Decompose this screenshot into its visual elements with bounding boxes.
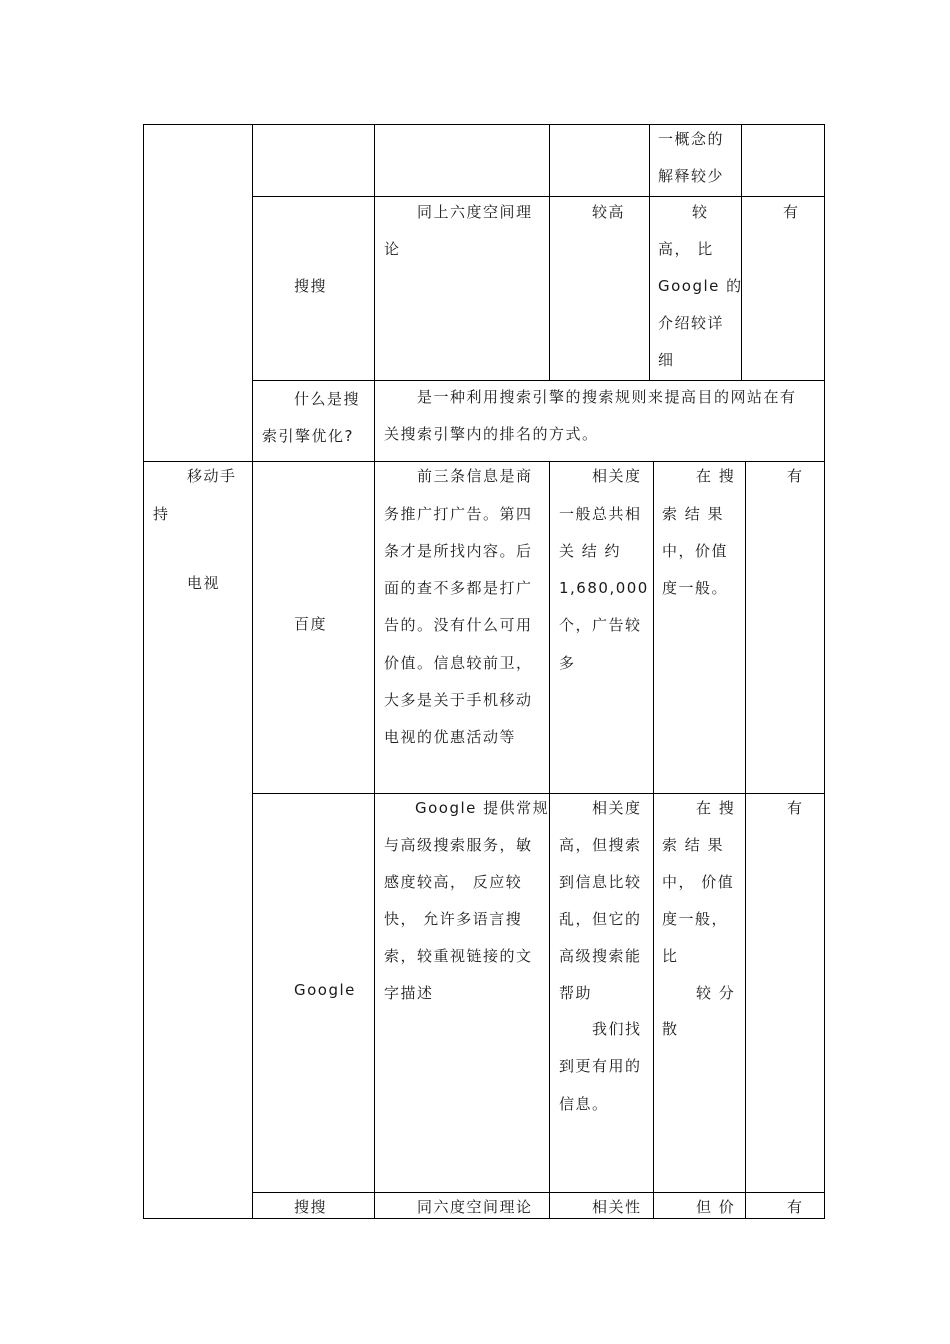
row-divider — [143, 461, 825, 462]
topic-label: 电视 — [187, 574, 221, 592]
engine-name: Google — [294, 981, 356, 999]
cell-text: 乱，但它的 — [559, 910, 642, 928]
cell-text: 高， 比 — [658, 240, 714, 258]
cell-text: 帮助 — [559, 984, 593, 1002]
col-divider — [549, 124, 550, 381]
cell-text: 高级搜索能 — [559, 947, 642, 965]
col-divider — [549, 461, 550, 1219]
col-divider — [741, 124, 742, 381]
cell-text: 告的。没有什么可用 — [384, 616, 533, 634]
cell-text: Google 的 — [658, 277, 743, 295]
cell-text: 介绍较详 — [658, 314, 725, 332]
cell-text: 相关性 — [592, 1198, 642, 1216]
table-right-border — [824, 124, 825, 1219]
col-divider — [745, 461, 746, 1219]
cell-text: 中， 价值 — [662, 873, 735, 891]
col-divider — [374, 380, 375, 462]
ads-flag: 有 — [787, 467, 804, 485]
cell-text: 高，但搜索 — [559, 836, 642, 854]
engine-name: 百度 — [294, 615, 328, 633]
cell-text: 到信息比较 — [559, 873, 642, 891]
cell-text: 感度较高， 反应较 — [384, 873, 523, 891]
cell-text: 1,680,000 — [559, 579, 649, 597]
table-bottom-border — [143, 1218, 825, 1219]
row-divider — [252, 793, 825, 794]
cell-text: 一般总共相 — [559, 505, 642, 523]
cell-text: 条才是所找内容。后 — [384, 542, 533, 560]
engine-name: 搜搜 — [294, 277, 328, 295]
cell-text: 相关度 — [592, 799, 642, 817]
cell-text: 到更有用的 — [559, 1057, 642, 1075]
cell-text: 字描述 — [384, 984, 434, 1002]
cell-text: 我们找 — [592, 1020, 642, 1038]
cell-text: 较高 — [592, 203, 626, 221]
row-divider — [252, 196, 825, 197]
cell-text: 度一般， — [662, 910, 729, 928]
col-divider — [374, 461, 375, 1219]
cell-text: 同上六度空间理 — [417, 203, 533, 221]
table-left-border — [143, 124, 144, 1219]
cell-text: 在 搜 — [696, 799, 736, 817]
cell-text: 多 — [559, 654, 576, 672]
seo-answer: 关搜索引擎内的排名的方式。 — [384, 425, 599, 443]
cell-text: 电视的优惠活动等 — [384, 728, 517, 746]
cell-text: 务推广打广告。第四 — [384, 505, 533, 523]
cell-text: 索 结 果 — [662, 836, 725, 854]
cell-text: 索 结 果 — [662, 505, 725, 523]
seo-answer: 是一种利用搜索引擎的搜索规则来提高目的网站在有 — [417, 388, 797, 406]
ads-flag: 有 — [787, 1198, 804, 1216]
col-divider — [649, 124, 650, 381]
cell-text: 大多是关于手机移动 — [384, 691, 533, 709]
cell-text: 中，价值 — [662, 542, 729, 560]
cell-text: Google 提供常规 — [415, 799, 550, 817]
ads-flag: 有 — [787, 799, 804, 817]
cell-text: 一概念的 — [658, 130, 725, 148]
cell-text: 度一般。 — [662, 579, 729, 597]
cell-text: 关 结 约 — [559, 542, 622, 560]
cell-text: 面的查不多都是打广 — [384, 579, 533, 597]
cell-text: 个，广告较 — [559, 616, 642, 634]
topic-label: 移动手 — [187, 467, 237, 485]
col-divider — [374, 124, 375, 381]
cell-text: 论 — [384, 240, 401, 258]
cell-text: 较 分 — [696, 984, 736, 1002]
cell-text: 在 搜 — [696, 467, 736, 485]
cell-text: 解释较少 — [658, 167, 725, 185]
cell-text: 价值。信息较前卫， — [384, 654, 533, 672]
ads-flag: 有 — [783, 203, 800, 221]
cell-text: 比 — [662, 947, 679, 965]
cell-text: 快， 允许多语言搜 — [384, 910, 523, 928]
seo-question: 索引擎优化? — [262, 427, 354, 445]
seo-question: 什么是搜 — [294, 390, 361, 408]
cell-text: 散 — [662, 1020, 679, 1038]
table-top-border — [143, 124, 825, 125]
cell-text: 较 — [692, 203, 709, 221]
cell-text: 信息。 — [559, 1095, 609, 1113]
cell-text: 但 价 — [696, 1198, 736, 1216]
cell-text: 与高级搜索服务，敏 — [384, 836, 533, 854]
row-divider — [252, 1192, 825, 1193]
cell-text: 同六度空间理论 — [417, 1198, 533, 1216]
cell-text: 相关度 — [592, 467, 642, 485]
cell-text: 细 — [658, 351, 675, 369]
engine-name: 搜搜 — [294, 1198, 328, 1216]
cell-text: 索，较重视链接的文 — [384, 947, 533, 965]
cell-text: 前三条信息是商 — [417, 467, 533, 485]
col-divider — [252, 124, 253, 1219]
col-divider — [653, 461, 654, 1219]
row-divider — [252, 380, 825, 381]
topic-label: 持 — [153, 505, 170, 523]
